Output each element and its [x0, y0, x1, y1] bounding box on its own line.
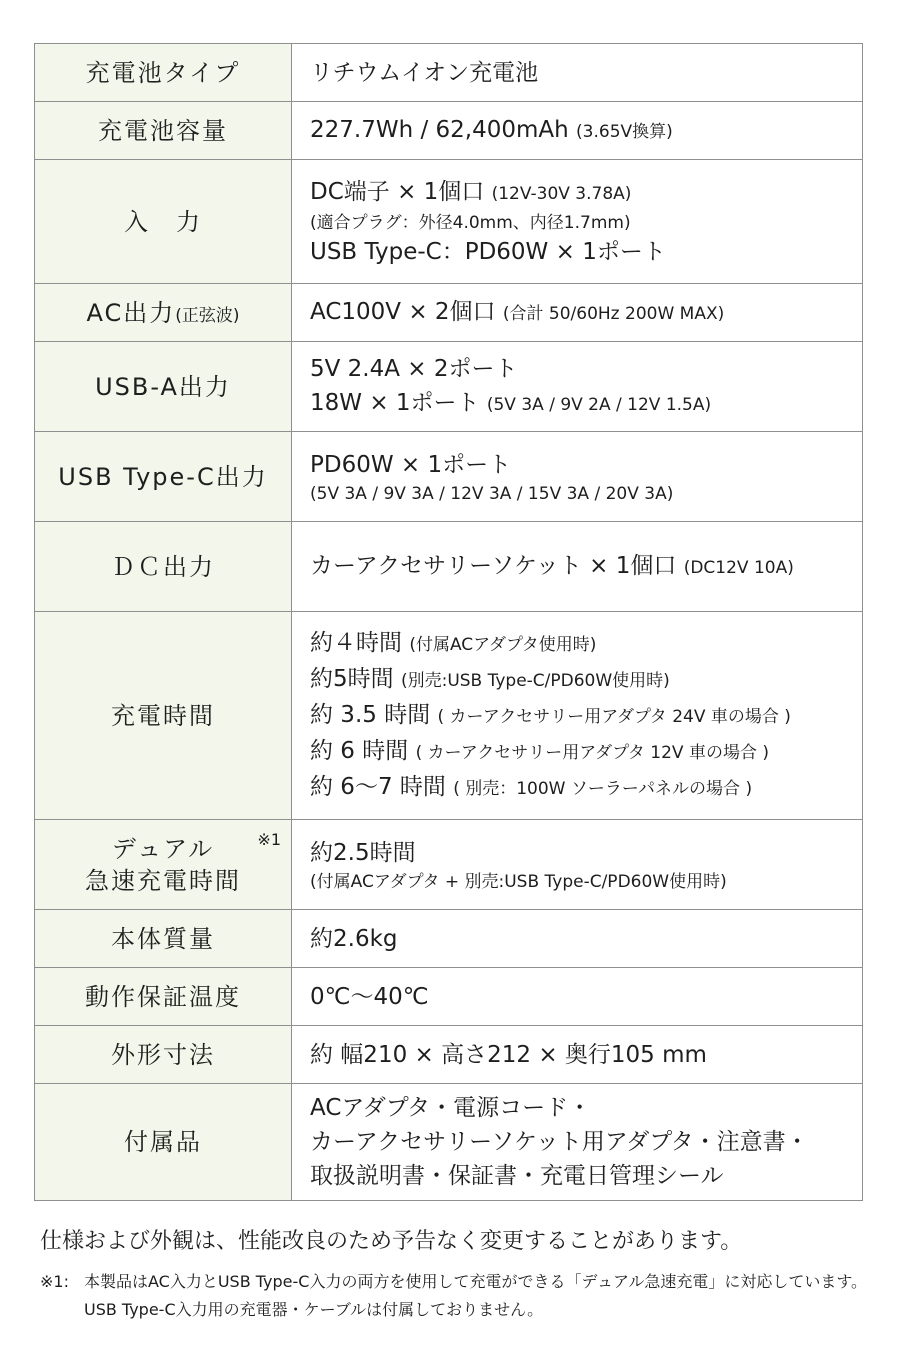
spec-row [35, 612, 863, 820]
spec-value-cell [292, 160, 863, 284]
spec-value-text: AC100V × 2個口 [310, 298, 503, 325]
spec-value-text: 約 3.5 時間 [310, 701, 438, 728]
spec-value-text: DC端子 × 1個口 [310, 178, 492, 205]
spec-label: 充電池タイプ [85, 58, 241, 87]
spec-value-line [310, 662, 862, 698]
spec-label: AC出力 [86, 298, 176, 327]
spec-table [34, 43, 863, 1201]
spec-value-cell [292, 44, 863, 102]
spec-value-text: 約４時間 [310, 629, 410, 656]
spec-value-note: (合計 50/60Hz 200W MAX) [502, 303, 725, 324]
spec-value-text: 18W × 1ポート [310, 389, 487, 416]
spec-value-line [310, 211, 862, 235]
spec-label: 動作保証温度 [85, 982, 241, 1011]
spec-value-line [310, 386, 862, 422]
spec-row [35, 522, 863, 612]
footnote-reference: ※1 [257, 830, 281, 849]
spec-value-cell [292, 820, 863, 910]
spec-value-cell [292, 342, 863, 432]
spec-value-note: (3.65V換算) [576, 121, 673, 142]
spec-value-text: 約2.6kg [310, 925, 398, 952]
spec-value-line [310, 56, 862, 90]
spec-row [35, 160, 863, 284]
spec-row [35, 432, 863, 522]
spec-row [35, 102, 863, 160]
spec-value-cell [292, 1026, 863, 1084]
spec-value-line [310, 295, 862, 331]
footnote [40, 1268, 870, 1324]
spec-value-text: 約2.5時間 [310, 839, 416, 866]
spec-label-cell [35, 44, 292, 102]
spec-value-line [310, 1159, 862, 1193]
spec-label: 本体質量 [111, 924, 215, 953]
spec-label: USB Type-C出力 [58, 462, 268, 491]
spec-value-line [310, 235, 862, 269]
spec-value-line [310, 448, 862, 482]
spec-value-line [310, 698, 862, 734]
spec-value-line [310, 482, 862, 506]
spec-value-line [310, 626, 862, 662]
spec-value-line [310, 175, 862, 211]
spec-value-text: 約 6〜7 時間 [310, 773, 454, 800]
spec-value-cell [292, 1084, 863, 1201]
spec-label: 外形寸法 [111, 1040, 215, 1069]
spec-value-line [310, 113, 862, 149]
footnote-text: 本製品はAC入力とUSB Type-C入力の両方を使用して充電ができる「デュアル急速充電」に対応しています。USB Type-C入力用の充電器・ケーブルは付属しておりません。 [84, 1272, 868, 1319]
spec-row [35, 910, 863, 968]
spec-value-text: 0℃〜40℃ [310, 983, 429, 1010]
spec-value-note: (12V-30V 3.78A) [491, 183, 632, 204]
spec-label-cell [35, 522, 292, 612]
spec-value-text: 約5時間 [310, 665, 401, 692]
spec-value-line [310, 922, 862, 956]
spec-row [35, 1084, 863, 1201]
spec-label-cell [35, 160, 292, 284]
spec-value-note: (付属ACアダプタ使用時) [409, 634, 597, 655]
spec-value-note: (DC12V 10A) [683, 557, 794, 578]
spec-row [35, 968, 863, 1026]
spec-label-cell [35, 910, 292, 968]
spec-table-body [35, 44, 863, 1201]
spec-value-cell [292, 432, 863, 522]
spec-value-line [310, 770, 862, 806]
spec-row [35, 44, 863, 102]
spec-value-text: カーアクセサリーソケット × 1個口 [310, 552, 684, 579]
spec-value-text: 約 幅210 × 高さ212 × 奥行105 mm [310, 1041, 707, 1068]
spec-value-line [310, 870, 862, 894]
spec-value-text: カーアクセサリーソケット用アダプタ・注意書・ [310, 1129, 809, 1155]
spec-value-line [310, 549, 862, 585]
spec-value-note: (5V 3A / 9V 2A / 12V 1.5A) [486, 394, 712, 415]
spec-value-line [310, 1038, 862, 1072]
spec-value-cell [292, 284, 863, 342]
disclaimer-text: 仕様および外観は、性能改良のため予告なく変更することがあります。 [40, 1229, 743, 1254]
spec-value-cell [292, 612, 863, 820]
spec-value-text: 5V 2.4A × 2ポート [310, 355, 518, 382]
spec-value-text: 約 6 時間 [310, 737, 416, 764]
spec-row [35, 1026, 863, 1084]
spec-value-line [310, 734, 862, 770]
spec-label-cell [35, 820, 292, 910]
spec-label: 入 力 [124, 207, 202, 236]
spec-label-cell [35, 432, 292, 522]
spec-label: デュアル [111, 834, 215, 863]
spec-value-text: PD60W × 1ポート [310, 451, 512, 478]
spec-label-cell [35, 342, 292, 432]
spec-value-cell [292, 102, 863, 160]
spec-label-line2: 急速充電時間 [85, 866, 241, 895]
spec-value-note: (別売:USB Type-C/PD60W使用時) [400, 670, 670, 691]
spec-row [35, 284, 863, 342]
spec-label-cell [35, 1084, 292, 1201]
spec-value-note: (5V 3A / 9V 3A / 12V 3A / 15V 3A / 20V 3A) [310, 483, 674, 504]
spec-label-cell [35, 968, 292, 1026]
spec-label-cell [35, 1026, 292, 1084]
spec-value-note: (付属ACアダプタ + 別売:USB Type-C/PD60W使用時) [310, 871, 727, 892]
spec-value-cell [292, 522, 863, 612]
spec-value-line [310, 1091, 862, 1125]
spec-value-cell [292, 910, 863, 968]
spec-label: ＤＣ出力 [111, 552, 215, 581]
spec-label: 充電時間 [111, 701, 215, 730]
spec-value-line [310, 980, 862, 1014]
spec-value-line [310, 836, 862, 870]
spec-label: USB-A出力 [95, 372, 231, 401]
footnote-mark: ※1: [40, 1272, 69, 1291]
spec-label-cell [35, 284, 292, 342]
spec-label-cell [35, 102, 292, 160]
spec-value-note: ( 別売：100W ソーラーパネルの場合 ) [453, 778, 753, 799]
spec-value-note: ( カーアクセサリー用アダプタ 24V 車の場合 ) [437, 706, 791, 727]
spec-value-line [310, 1125, 862, 1159]
spec-value-note: (適合プラグ：外径4.0mm、内径1.7mm) [310, 212, 631, 233]
spec-value-text: 227.7Wh / 62,400mAh [310, 116, 577, 143]
spec-value-line [310, 352, 862, 386]
spec-label: 充電池容量 [98, 116, 228, 145]
spec-value-text: リチウムイオン充電池 [310, 59, 539, 86]
spec-label-cell [35, 612, 292, 820]
spec-label-sub: (正弦波) [175, 305, 240, 326]
spec-value-text: 取扱説明書・保証書・充電日管理シール [310, 1163, 724, 1189]
spec-row [35, 342, 863, 432]
spec-value-text: USB Type-C：PD60W × 1ポート [310, 238, 666, 265]
spec-value-note: ( カーアクセサリー用アダプタ 12V 車の場合 ) [415, 742, 769, 763]
spec-row [35, 820, 863, 910]
spec-label: 付属品 [124, 1128, 202, 1156]
spec-value-text: ACアダプタ・電源コード・ [310, 1095, 592, 1121]
spec-value-cell [292, 968, 863, 1026]
